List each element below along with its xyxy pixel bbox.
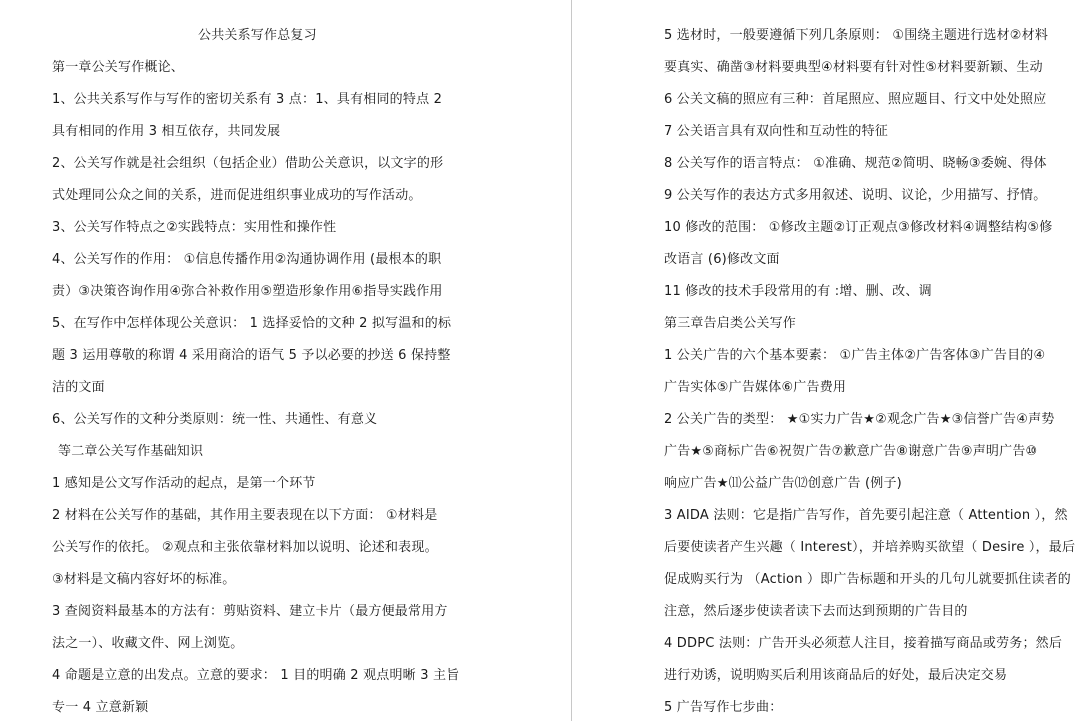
chapter-heading: 第三章告启类公关写作 bbox=[664, 316, 797, 331]
text-line: 5 选材时，一般要遵循下列几条原则： ①围绕主题进行选材②材料 bbox=[664, 28, 1049, 43]
right-page bbox=[572, 0, 1087, 721]
text-line: 改语言 (6)修改文面 bbox=[664, 252, 780, 267]
text-line: 专一 4 立意新颖 bbox=[52, 700, 149, 715]
text-line: 题 3 运用尊敬的称谓 4 采用商洽的语气 5 予以必要的抄送 6 保持整 bbox=[52, 348, 451, 363]
text-line: 法之一）、收藏文件、网上浏览。 bbox=[52, 636, 244, 651]
text-line: 促成购买行为 （Action ）即广告标题和开头的几句儿就要抓住读者的 bbox=[664, 572, 1071, 587]
text-line: 4 命题是立意的出发点。立意的要求： 1 目的明确 2 观点明晰 3 主旨 bbox=[52, 668, 460, 683]
document-title: 公共关系写作总复习 bbox=[198, 28, 317, 43]
text-line: 11 修改的技术手段常用的有 :增、删、改、调 bbox=[664, 284, 932, 299]
text-line: 5 广告写作七步曲： bbox=[664, 700, 783, 715]
text-line: 7 公关语言具有双向性和互动性的特征 bbox=[664, 124, 889, 139]
text-line: 6、公关写作的文种分类原则：统一性、共通性、有意义 bbox=[52, 412, 378, 427]
chapter-heading: 第一章公关写作概论、 bbox=[52, 60, 185, 75]
text-line: 广告★⑤商标广告⑥祝贺广告⑦歉意广告⑧谢意广告⑨声明广告⑩ bbox=[664, 444, 1038, 459]
text-line: 5、在写作中怎样体现公关意识： 1 选择妥恰的文种 2 拟写温和的标 bbox=[52, 316, 452, 331]
text-line: 3、公关写作特点之②实践特点：实用性和操作性 bbox=[52, 220, 337, 235]
text-line: 广告实体⑤广告媒体⑥广告费用 bbox=[664, 380, 847, 395]
text-line: 1、公共关系写作与写作的密切关系有 3 点：1、具有相同的特点 2 bbox=[52, 92, 443, 107]
text-line: ③材料是文稿内容好坏的标准。 bbox=[52, 572, 236, 587]
text-line: 9 公关写作的表达方式多用叙述、说明、议论，少用描写、抒情。 bbox=[664, 188, 1047, 203]
text-line: 要真实、确凿③材料要典型④材料要有针对性⑤材料要新颖、生动 bbox=[664, 60, 1043, 75]
text-line: 责）③决策咨询作用④弥合补救作用⑤塑造形象作用⑥指导实践作用 bbox=[52, 284, 443, 299]
text-line: 6 公关文稿的照应有三种：首尾照应、照应题目、行文中处处照应 bbox=[664, 92, 1047, 107]
text-line: 1 感知是公文写作活动的起点，是第一个环节 bbox=[52, 476, 316, 491]
text-line: 3 AIDA 法则：它是指广告写作，首先要引起注意（ Attention ），然 bbox=[664, 508, 1068, 523]
text-line: 进行劝诱，说明购买后利用该商品后的好处，最后决定交易 bbox=[664, 668, 1008, 683]
text-line: 2 公关广告的类型： ★①实力广告★②观念广告★③信誉广告④声势 bbox=[664, 412, 1055, 427]
text-line: 4、公关写作的作用： ①信息传播作用②沟通协调作用 (最根本的职 bbox=[52, 252, 442, 267]
text-line: 3 查阅资料最基本的方法有：剪贴资料、建立卡片（最方便最常用方 bbox=[52, 604, 448, 619]
text-line: 2 材料在公关写作的基础，其作用主要表现在以下方面： ①材料是 bbox=[52, 508, 438, 523]
text-line: 式处理同公众之间的关系，进而促进组织事业成功的写作活动。 bbox=[52, 188, 422, 203]
text-line: 4 DDPC 法则：广告开头必须惹人注目，接着描写商品或劳务；然后 bbox=[664, 636, 1063, 651]
text-line: 公关写作的依托。 ②观点和主张依靠材料加以说明、论述和表现。 bbox=[52, 540, 438, 555]
text-line: 响应广告★⑾公益广告⑿创意广告 (例子) bbox=[664, 476, 902, 491]
text-line: 1 公关广告的六个基本要素： ①广告主体②广告客体③广告目的④ bbox=[664, 348, 1046, 363]
text-line: 注意，然后逐步使读者读下去而达到预期的广告目的 bbox=[664, 604, 968, 619]
chapter-heading: 等二章公关写作基础知识 bbox=[58, 444, 204, 459]
text-line: 2、公关写作就是社会组织（包括企业）借助公关意识，以文字的形 bbox=[52, 156, 444, 171]
text-line: 后要使读者产生兴趣（ Interest），并培养购买欲望（ Desire ），最后 bbox=[664, 540, 1076, 555]
text-line: 具有相同的作用 3 相互依存，共同发展 bbox=[52, 124, 281, 139]
text-line: 10 修改的范围： ①修改主题②订正观点③修改材料④调整结构⑤修 bbox=[664, 220, 1053, 235]
text-line: 8 公关写作的语言特点： ①准确、规范②简明、晓畅③委婉、得体 bbox=[664, 156, 1047, 171]
text-line: 洁的文面 bbox=[52, 380, 105, 395]
